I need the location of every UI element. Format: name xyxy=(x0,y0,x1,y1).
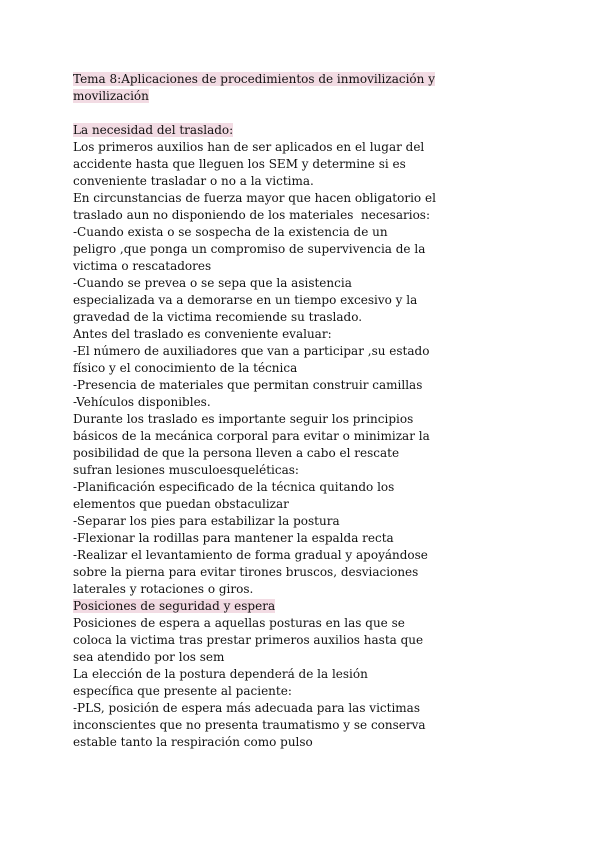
paragraph-line: traslado aun no disponiendo de los materiales necesarios: xyxy=(73,208,430,222)
paragraph-line: específica que presente al paciente: xyxy=(73,684,292,698)
document-page xyxy=(73,71,533,751)
paragraph-line: Los primeros auxilios han de ser aplicados en el lugar del xyxy=(73,140,425,154)
list-item-line: estable tanto la respiración como pulso xyxy=(73,735,313,749)
spacer xyxy=(73,105,533,122)
section-heading: La necesidad del traslado: xyxy=(73,123,234,137)
list-item-line: -Cuando se prevea o se sepa que la asistencia xyxy=(73,276,352,290)
list-item-line: -PLS, posición de espera más adecuada para las victimas xyxy=(73,701,420,715)
list-item-line: -Vehículos disponibles. xyxy=(73,395,211,409)
list-item-line: peligro ,que ponga un compromiso de supervivencia de la xyxy=(73,242,426,256)
paragraph-line: Antes del traslado es conveniente evaluar: xyxy=(73,327,332,341)
section-posiciones xyxy=(73,598,533,751)
list-item-line: -El número de auxiliadores que van a participar ,su estado xyxy=(73,344,430,358)
list-item-line: especializada va a demorarse en un tiempo excesivo y la xyxy=(73,293,418,307)
list-item-line: -Planificación especificado de la técnica quitando los xyxy=(73,480,395,494)
list-item-line: elementos que puedan obstaculizar xyxy=(73,497,289,511)
paragraph-line: básicos de la mecánica corporal para evitar o minimizar la xyxy=(73,429,430,443)
list-item-line: -Separar los pies para estabilizar la postura xyxy=(73,514,340,528)
paragraph-line: sea atendido por los sem xyxy=(73,650,225,664)
list-item-line: -Realizar el levantamiento de forma gradual y apoyándose xyxy=(73,548,428,562)
section-heading: Posiciones de seguridad y espera xyxy=(73,599,276,613)
paragraph-line: En circunstancias de fuerza mayor que hacen obligatorio el xyxy=(73,191,436,205)
list-item-line: -Cuando exista o se sospecha de la existencia de un xyxy=(73,225,388,239)
list-item-line: laterales y rotaciones o giros. xyxy=(73,582,254,596)
paragraph-line: sufran lesiones musculoesqueléticas: xyxy=(73,463,299,477)
paragraph-line: posibilidad de que la persona lleven a cabo el rescate xyxy=(73,446,400,460)
paragraph-line: accidente hasta que lleguen los SEM y determine si es xyxy=(73,157,406,171)
list-item-line: -Flexionar la rodillas para mantener la espalda recta xyxy=(73,531,394,545)
paragraph-line: coloca la victima tras prestar primeros auxilios hasta que xyxy=(73,633,424,647)
paragraph-line: Posiciones de espera a aquellas posturas en las que se xyxy=(73,616,405,630)
paragraph-line: La elección de la postura dependerá de la lesión xyxy=(73,667,368,681)
paragraph-line: conveniente trasladar o no a la victima. xyxy=(73,174,314,188)
list-item-line: físico y el conocimiento de la técnica xyxy=(73,361,298,375)
paragraph-line: Durante los traslado es importante seguir los principios xyxy=(73,412,414,426)
title-line: movilización xyxy=(73,89,149,103)
title-line: Tema 8:Aplicaciones de procedimientos de inmovilización y xyxy=(73,72,435,86)
list-item-line: sobre la pierna para evitar tirones bruscos, desviaciones xyxy=(73,565,419,579)
list-item-line: victima o rescatadores xyxy=(73,259,212,273)
list-item-line: gravedad de la victima recomiende su traslado. xyxy=(73,310,363,324)
list-item-line: inconscientes que no presenta traumatismo y se conserva xyxy=(73,718,426,732)
list-item-line: -Presencia de materiales que permitan construir camillas xyxy=(73,378,423,392)
document-title xyxy=(73,71,533,105)
section-traslado xyxy=(73,122,533,598)
